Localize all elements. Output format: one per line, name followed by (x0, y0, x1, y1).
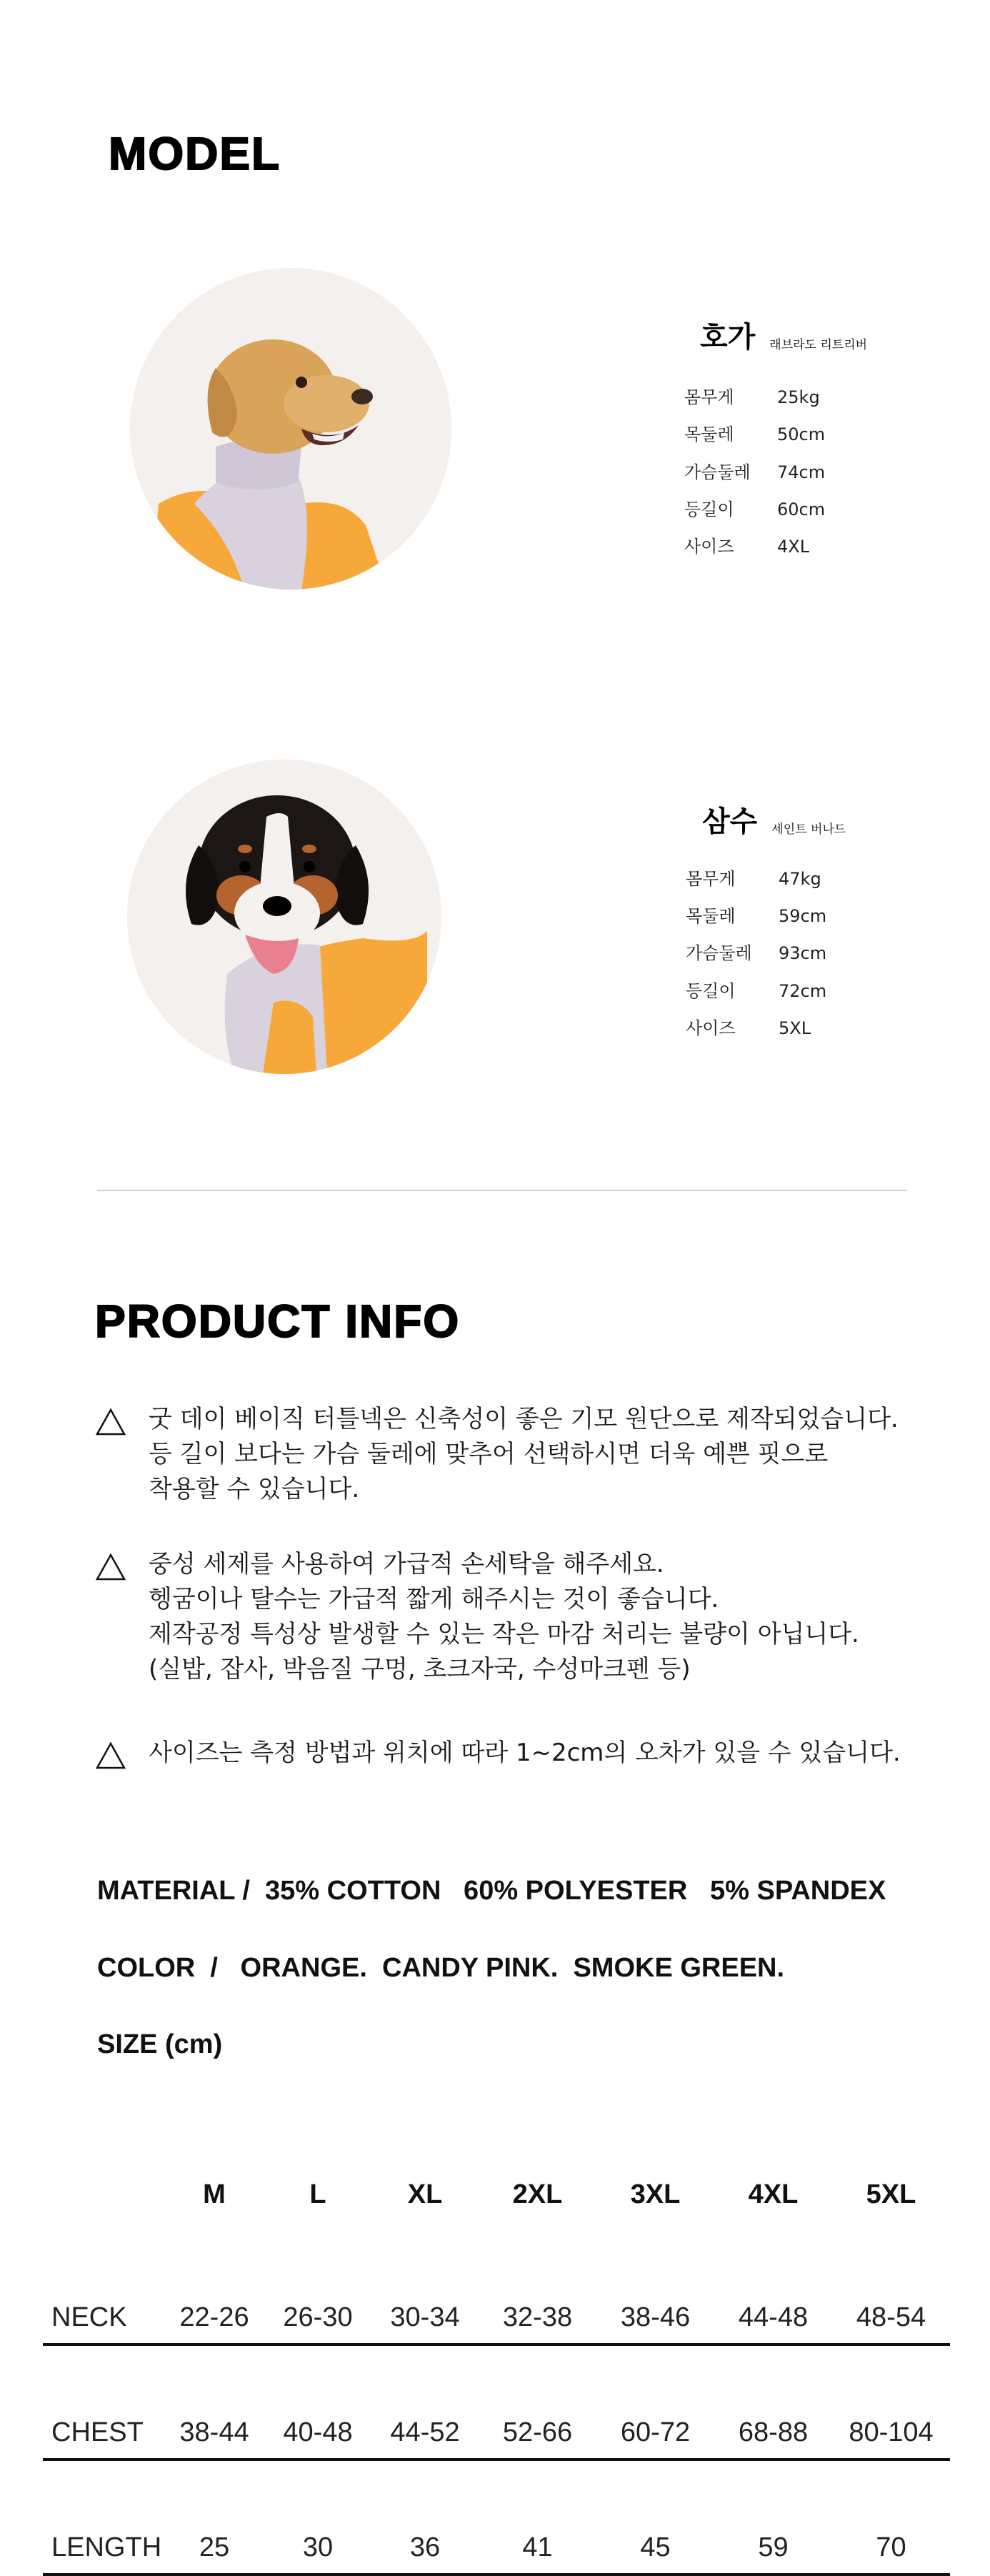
table-cell: 32-38 (479, 2231, 596, 2344)
row-label: LENGTH (43, 2460, 164, 2575)
section-divider (97, 1190, 907, 1191)
spec-size-samsu: 사이즈 5XL (686, 1018, 811, 1038)
model-breed: 세인트 버나드 (771, 822, 846, 837)
spec-back-length-samsu: 등길이 72cm (686, 981, 827, 1001)
spec-weight-samsu: 몸무게 47kg (686, 869, 821, 889)
table-cell: 52-66 (479, 2344, 596, 2460)
table-cell: 38-44 (164, 2344, 264, 2460)
material-line: MATERIAL / 35% COTTON 60% POLYESTER 5% SPANDEX (97, 1876, 886, 1906)
table-cell: 60-72 (596, 2344, 714, 2460)
notice-washing: 중성 세제를 사용하여 가급적 손세탁을 해주세요. 헹굼이나 탈수는 가급적 짧게 해주시는 것이 좋습니다. 제작공정 특성상 발생할 수 있는 작은 마감 처리는 불량이 아닙니다. (실밥, 잡사, 박음질 구멍, 초크자국, 수성마크펜 등) (95, 1547, 859, 1687)
table-cell: 38-46 (596, 2231, 714, 2344)
table-cell: 40-48 (264, 2344, 371, 2460)
spec-chest-samsu: 가슴둘레 93cm (686, 943, 827, 963)
model-name-row-samsu (702, 799, 846, 840)
column-header: XL (407, 2179, 443, 2209)
table-cell: 44-52 (371, 2344, 479, 2460)
size-table-header (43, 2158, 950, 2231)
row-label: NECK (43, 2231, 164, 2344)
table-cell: 30-34 (371, 2231, 479, 2344)
model-name-row-hoga (700, 314, 867, 355)
column-header: L (309, 2179, 326, 2209)
table-cell: 80-104 (832, 2344, 950, 2460)
table-cell: 22-26 (164, 2231, 264, 2344)
notice-size-tolerance: 사이즈는 측정 방법과 위치에 따라 1~2cm의 오차가 있을 수 있습니다. (95, 1736, 901, 1771)
column-header: 3XL (630, 2179, 681, 2209)
labrador-illustration (130, 268, 451, 590)
spec-neck-samsu: 목둘레 59cm (686, 906, 827, 926)
spec-chest-hoga: 가슴둘레 74cm (684, 462, 826, 482)
table-cell: 30 (264, 2460, 371, 2575)
table-row-neck (43, 2231, 950, 2344)
size-table (43, 2158, 950, 2576)
model-breed: 래브라도 리트리버 (769, 338, 868, 352)
spec-back-length-hoga: 등길이 60cm (684, 499, 826, 519)
column-header: 4XL (748, 2179, 799, 2209)
table-cell: 45 (596, 2460, 714, 2575)
table-row-chest (43, 2344, 950, 2460)
row-label: CHEST (43, 2344, 164, 2460)
table-cell: 36 (371, 2460, 479, 2575)
warning-triangle-icon (95, 1408, 126, 1436)
size-title: SIZE (cm) (97, 2029, 223, 2059)
warning-triangle-icon (95, 1741, 126, 1770)
column-header: 2XL (512, 2179, 563, 2209)
model-name: 삼수 (702, 805, 758, 838)
table-cell: 70 (832, 2460, 950, 2575)
table-cell: 59 (714, 2460, 832, 2575)
color-line: COLOR / ORANGE. CANDY PINK. SMOKE GREEN. (97, 1953, 785, 1983)
spec-neck-hoga: 목둘레 50cm (684, 424, 826, 444)
bernese-illustration (127, 760, 441, 1074)
table-cell: 44-48 (714, 2231, 832, 2344)
table-cell: 48-54 (832, 2231, 950, 2344)
spec-weight-hoga: 몸무게 25kg (684, 387, 820, 407)
spec-size-hoga: 사이즈 4XL (684, 537, 810, 557)
table-cell: 26-30 (264, 2231, 371, 2344)
warning-triangle-icon (95, 1553, 126, 1581)
table-row-length (43, 2460, 950, 2575)
column-header: 5XL (866, 2179, 916, 2209)
model-name: 호가 (700, 321, 756, 354)
model-photo-hoga (130, 268, 451, 590)
table-cell: 68-88 (714, 2344, 832, 2460)
model-photo-samsu (127, 760, 441, 1074)
product-info-heading: PRODUCT INFO (95, 1296, 461, 1347)
header-empty (43, 2158, 164, 2231)
notice-fabric: 굿 데이 베이직 터틀넥은 신축성이 좋은 기모 원단으로 제작되었습니다. 등 길이 보다는 가슴 둘레에 맞추어 선택하시면 더욱 예쁜 핏으로 착용할 수 있습니다. (95, 1402, 899, 1507)
column-header: M (203, 2179, 226, 2209)
model-heading: MODEL (109, 128, 281, 179)
table-cell: 41 (479, 2460, 596, 2575)
table-cell: 25 (164, 2460, 264, 2575)
